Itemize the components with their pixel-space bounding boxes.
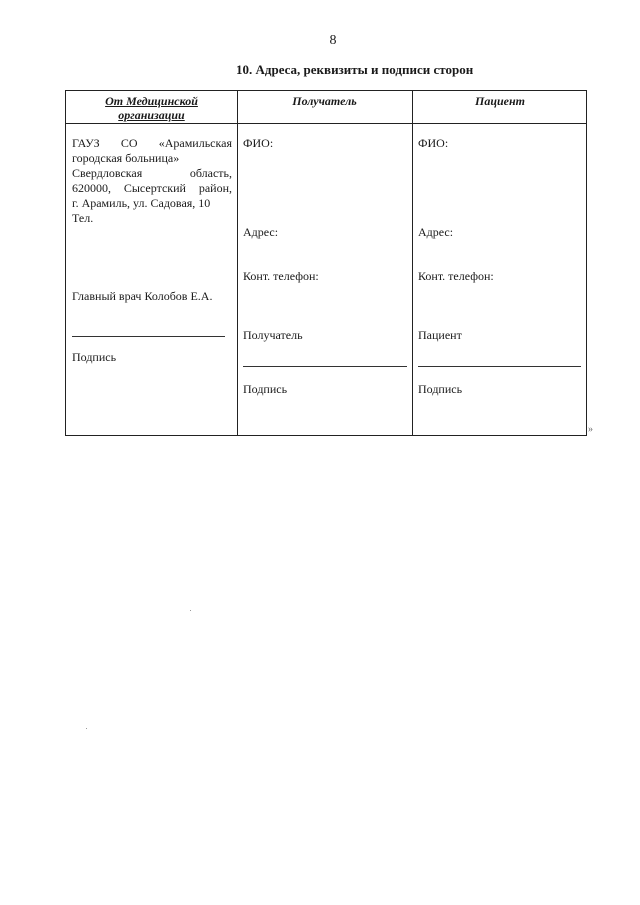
org-text: «Арамильская: [158, 136, 232, 150]
patient-fio-label: ФИО:: [418, 136, 449, 150]
header-org-line1: От Медицинской: [105, 94, 198, 108]
header-recipient: Получатель: [292, 94, 357, 108]
org-text: Свердловская: [72, 166, 143, 180]
org-line: [72, 166, 232, 181]
org-text: СО: [120, 136, 138, 150]
org-line: [72, 181, 232, 196]
section-title: 10. Адреса, реквизиты и подписи сторон: [236, 62, 474, 77]
header-org-line2: организации: [118, 108, 185, 122]
org-text: Сысертский: [123, 181, 186, 195]
closing-quote-mark: »: [588, 424, 593, 435]
recipient-signature-line: [243, 366, 407, 367]
patient-role-label: Пациент: [418, 328, 462, 342]
org-phone-label: Тел.: [72, 211, 94, 225]
header-patient: Пациент: [474, 94, 525, 108]
scan-speck: [190, 610, 191, 611]
org-text: ГАУЗ: [72, 136, 100, 150]
recipient-phone-label: Конт. телефон:: [243, 269, 319, 283]
recipient-signature-label: Подпись: [243, 382, 288, 396]
patient-signature-line: [418, 366, 581, 367]
column-divider: [412, 91, 413, 435]
org-line: городская больница»: [72, 151, 180, 165]
header-divider: [66, 123, 586, 124]
patient-signature-label: Подпись: [418, 382, 463, 396]
org-signature-label: Подпись: [72, 350, 117, 364]
org-signature-line: [72, 336, 225, 337]
recipient-role-label: Получатель: [243, 328, 303, 342]
header-medical-organization: [66, 94, 237, 122]
org-text: 620000,: [72, 181, 111, 195]
page-number: 8: [329, 33, 337, 48]
scan-speck: [86, 728, 87, 729]
org-line: [72, 136, 232, 151]
org-chief-doctor: Главный врач Колобов Е.А.: [72, 289, 213, 303]
signatures-table: [65, 90, 587, 436]
org-text: область,: [189, 166, 232, 180]
org-line: г. Арамиль, ул. Садовая, 10: [72, 196, 211, 210]
recipient-fio-label: ФИО:: [243, 136, 274, 150]
patient-address-label: Адрес:: [418, 225, 454, 239]
patient-phone-label: Конт. телефон:: [418, 269, 494, 283]
org-details: [72, 136, 232, 226]
org-text: район,: [198, 181, 232, 195]
recipient-address-label: Адрес:: [243, 225, 279, 239]
column-divider: [237, 91, 238, 435]
